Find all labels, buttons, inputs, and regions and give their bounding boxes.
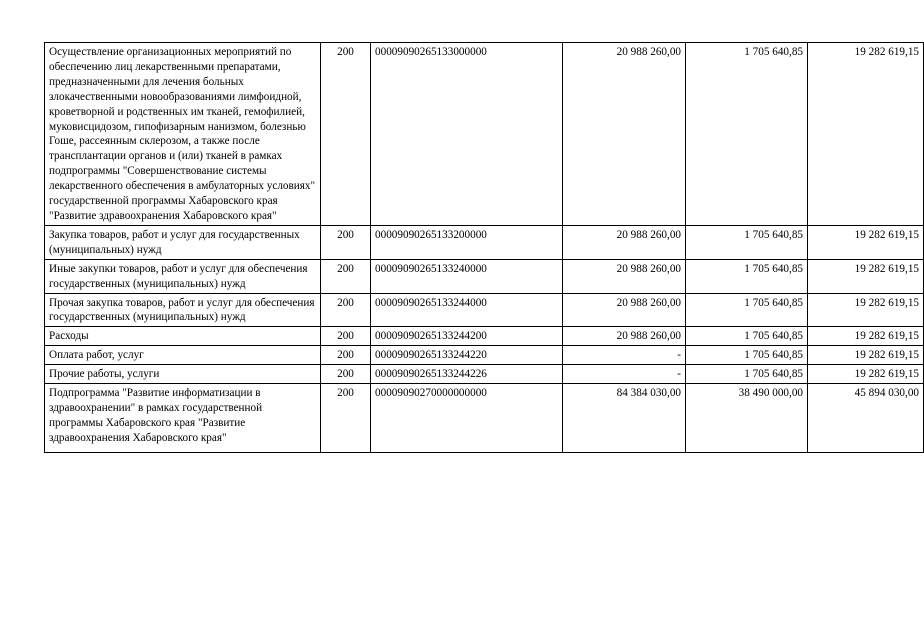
row-plan-cell: 20 988 260,00 [563, 327, 686, 346]
row-remaining-cell: 19 282 619,15 [808, 365, 924, 384]
row-remaining-cell: 19 282 619,15 [808, 225, 924, 259]
row-executed-cell: 1 705 640,85 [686, 365, 808, 384]
row-classification-cell: 00009090265133244200 [371, 327, 563, 346]
row-name-cell: Осуществление организационных мероприятий по обеспечению лиц лекарственными препаратами, предназначенными для лечения больных злокачественными новообразованиями лимфоидной, кроветворной и родственных им тканей, гемофилией, муковисцидозом, гипофизарным нанизмом, болезнью Гоше, рассеянным склерозом, а также после трансплантации органов и (или) тканей в рамках подпрограммы "Совершенствование системы лекарственного обеспечения в амбулаторных условиях" государственной программы Хабаровского края "Развитие здравоохранения Хабаровского края" [45, 43, 321, 226]
row-code-cell: 200 [321, 384, 371, 453]
row-code-cell: 200 [321, 365, 371, 384]
row-classification-cell: 00009090265133244226 [371, 365, 563, 384]
table-row [45, 293, 924, 327]
row-classification-cell: 00009090265133240000 [371, 259, 563, 293]
row-name-cell: Прочая закупка товаров, работ и услуг для обеспечения государственных (муниципальных) нужд [45, 293, 321, 327]
table-row [45, 327, 924, 346]
row-plan-cell: - [563, 346, 686, 365]
row-classification-cell: 00009090265133244000 [371, 293, 563, 327]
row-remaining-cell: 19 282 619,15 [808, 327, 924, 346]
row-plan-cell: 20 988 260,00 [563, 43, 686, 226]
row-remaining-cell: 19 282 619,15 [808, 259, 924, 293]
row-name-cell: Прочие работы, услуги [45, 365, 321, 384]
row-executed-cell: 1 705 640,85 [686, 225, 808, 259]
row-plan-cell: - [563, 365, 686, 384]
row-remaining-cell: 45 894 030,00 [808, 384, 924, 453]
row-executed-cell: 38 490 000,00 [686, 384, 808, 453]
table-row [45, 346, 924, 365]
table-row [45, 384, 924, 453]
budget-execution-table [44, 42, 924, 453]
row-classification-cell: 00009090265133000000 [371, 43, 563, 226]
row-classification-cell: 00009090265133200000 [371, 225, 563, 259]
row-plan-cell: 20 988 260,00 [563, 225, 686, 259]
row-plan-cell: 84 384 030,00 [563, 384, 686, 453]
row-name-cell: Подпрограмма "Развитие информатизации в здравоохранении" в рамках государственной программы Хабаровского края "Развитие здравоохранения Хабаровского края" [45, 384, 321, 453]
row-plan-cell: 20 988 260,00 [563, 293, 686, 327]
table-row [45, 225, 924, 259]
row-name-cell: Оплата работ, услуг [45, 346, 321, 365]
row-remaining-cell: 19 282 619,15 [808, 43, 924, 226]
row-classification-cell: 00009090265133244220 [371, 346, 563, 365]
row-executed-cell: 1 705 640,85 [686, 327, 808, 346]
table-row [45, 365, 924, 384]
row-executed-cell: 1 705 640,85 [686, 293, 808, 327]
row-executed-cell: 1 705 640,85 [686, 259, 808, 293]
row-code-cell: 200 [321, 346, 371, 365]
row-remaining-cell: 19 282 619,15 [808, 346, 924, 365]
row-name-cell: Расходы [45, 327, 321, 346]
table-row [45, 259, 924, 293]
row-code-cell: 200 [321, 43, 371, 226]
table-row [45, 43, 924, 226]
row-code-cell: 200 [321, 259, 371, 293]
row-code-cell: 200 [321, 293, 371, 327]
row-name-cell: Иные закупки товаров, работ и услуг для обеспечения государственных (муниципальных) нужд [45, 259, 321, 293]
row-plan-cell: 20 988 260,00 [563, 259, 686, 293]
row-executed-cell: 1 705 640,85 [686, 43, 808, 226]
row-remaining-cell: 19 282 619,15 [808, 293, 924, 327]
row-code-cell: 200 [321, 225, 371, 259]
row-classification-cell: 00009090270000000000 [371, 384, 563, 453]
row-code-cell: 200 [321, 327, 371, 346]
row-executed-cell: 1 705 640,85 [686, 346, 808, 365]
row-name-cell: Закупка товаров, работ и услуг для государственных (муниципальных) нужд [45, 225, 321, 259]
